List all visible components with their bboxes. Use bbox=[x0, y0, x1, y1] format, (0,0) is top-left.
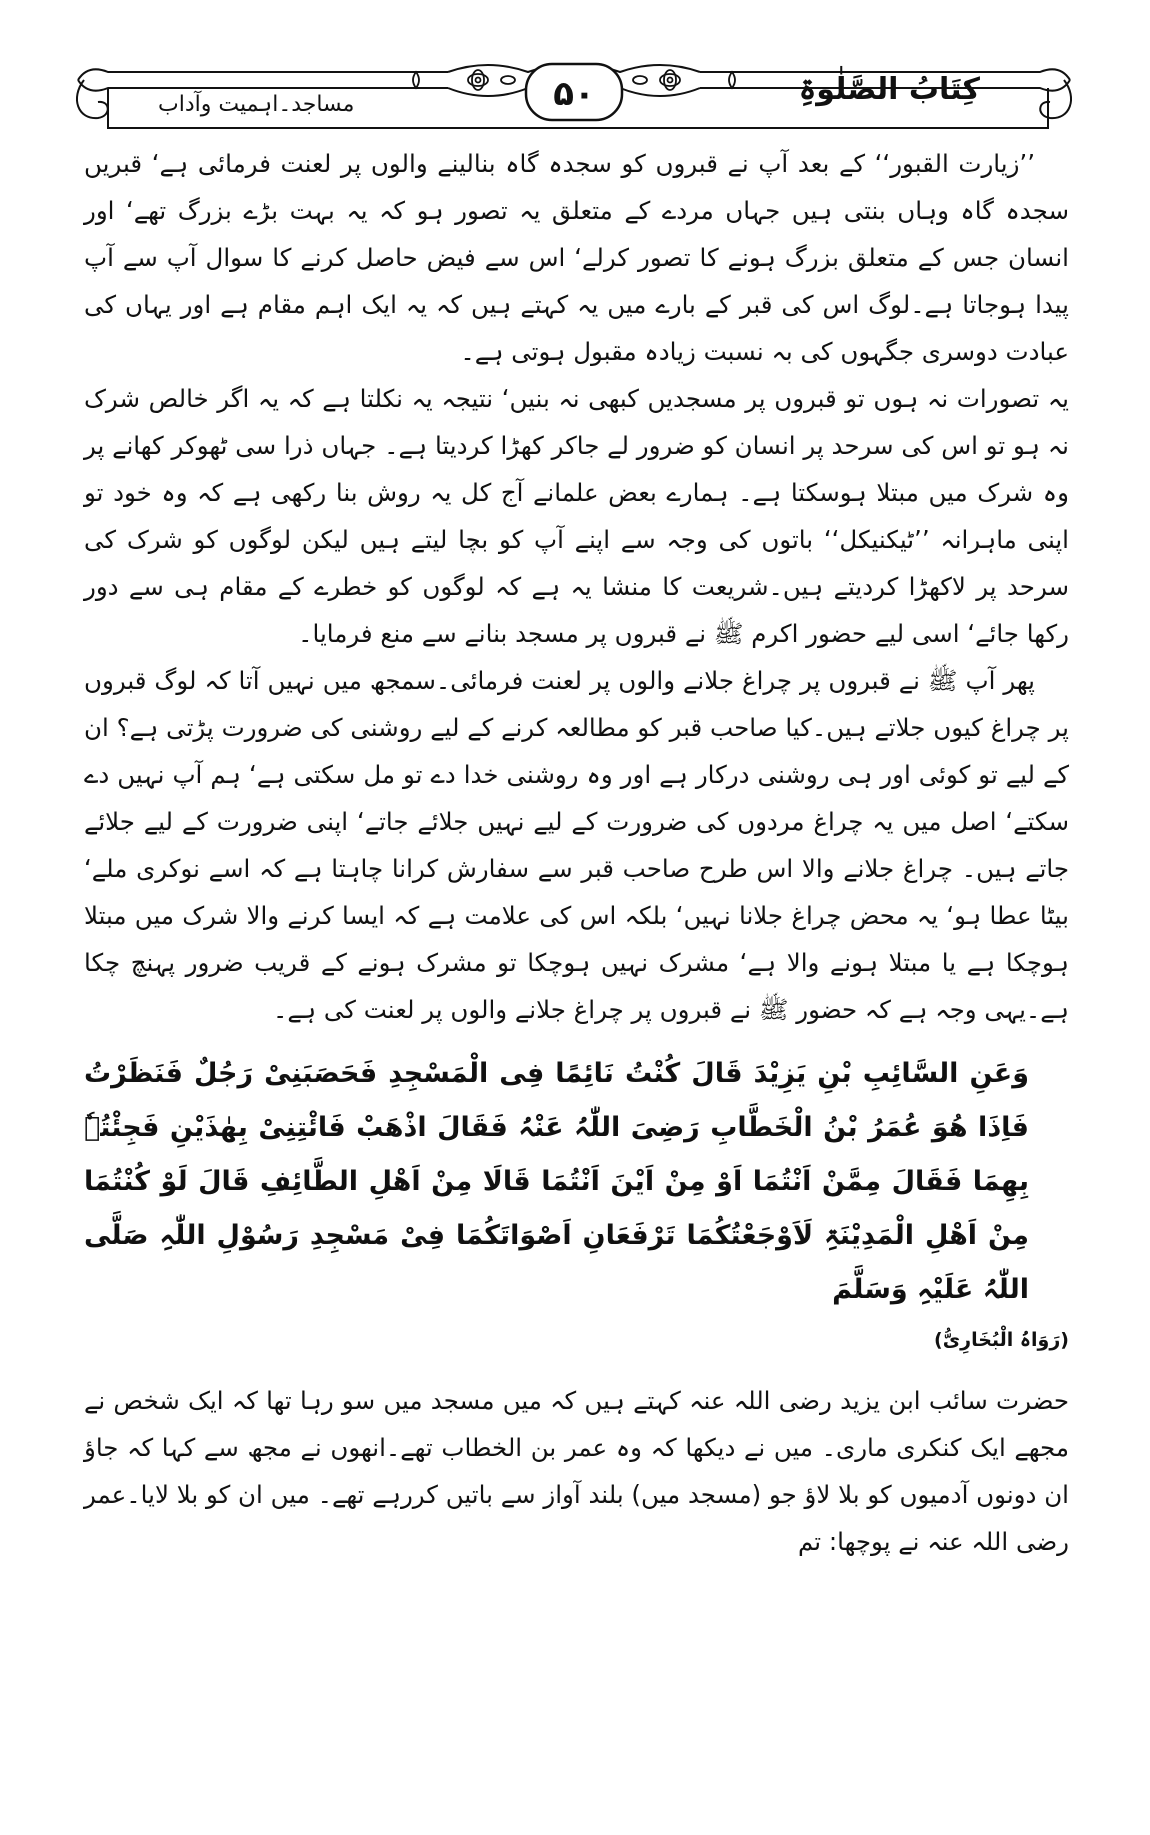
page-number: ۵۰ bbox=[553, 74, 595, 114]
paragraph-1: ’’زیارت القبور‘‘ کے بعد آپ نے قبروں کو سجدہ گاہ بنالینے والوں پر لعنت فرمائی ہے‘ قبریں سجدہ گاہ وہاں بنتی ہیں جہاں مردے کے متعلق یہ تصور ہو کہ یہ بہت بڑے بزرگ تھے‘ اور انسان جس کے متعلق بزرگ ہونے کا تصور کرلے‘ اس سے فیض حاصل کرنے کا سوال آپ سے آپ پیدا ہوجاتا ہے۔لوگ اس کی قبر کے بارے میں یہ کہتے ہیں کہ یہ ایک اہم مقام ہے اور یہاں کی عبادت دوسری جگہوں کی بہ نسبت زیادہ مقبول ہوتی ہے۔ bbox=[84, 149, 1069, 366]
page-header bbox=[68, 58, 1080, 138]
hadith-arabic-text: وَعَنِ السَّائِبِ بْنِ یَزِیْدَ قَالَ کُنْتُ نَائِمًا فِی الْمَسْجِدِ فَحَصَبَنِیْ رَجُلٌ فَنَظَرْتُ فَاِذَا ھُوَ عُمَرُ بْنُ الْخَطَّابِ رَضِیَ اللّٰہُ عَنْہُ فَقَالَ اذْھَبْ فَائْتِنِیْ بِھٰذَیْنِ فَجِئْتُہٗ بِھِمَا فَقَالَ مِمَّنْ اَنْتُمَا اَوْ مِنْ اَیْنَ اَنْتُمَا قَالَا مِنْ اَھْلِ الطَّائِفِ قَالَ لَوْ کُنْتُمَا مِنْ اَھْلِ الْمَدِیْنَۃِ لَاَوْجَعْتُکُمَا تَرْفَعَانِ اَصْوَاتَکُمَا فِیْ مَسْجِدِ رَسُوْلِ اللّٰہِ صَلَّی اللّٰہُ عَلَیْہِ وَسَلَّمَ bbox=[84, 1058, 1029, 1305]
chapter-title: مساجد۔اہمیت وآداب bbox=[158, 92, 355, 117]
paragraph-2: یہ تصورات نہ ہوں تو قبروں پر مسجدیں کبھی نہ بنیں‘ نتیجہ یہ نکلتا ہے کہ یہ اگر خالص شرک نہ ہو تو اس کی سرحد پر انسان کو ضرور لے جاکر کھڑا کردیتا ہے۔ جہاں ذرا سی ٹھوکر کھانے پر وہ شرک میں مبتلا ہوسکتا ہے۔ ہمارے بعض علمانے آج کل یہ روش بنا رکھی ہے کہ وہ خود تو اپنی ماہرانہ ’’ٹیکنیکل‘‘ باتوں کی وجہ سے اپنے آپ کو بچا لیتے ہیں لیکن لوگوں کو شرک کی سرحد پر لاکھڑا کردیتے ہیں۔شریعت کا منشا یہ ہے کہ لوگوں کو خطرے کے مقام ہی سے دور رکھا جائے‘ اسی لیے حضور اکرم ﷺ نے قبروں پر مسجد بنانے سے منع فرمایا۔ bbox=[84, 384, 1069, 648]
book-title: کِتَابُ الصَّلٰوۃِ bbox=[798, 72, 980, 107]
hadith-translation: حضرت سائب ابن یزید رضی اللہ عنہ کہتے ہیں کہ میں مسجد میں سو رہا تھا کہ ایک شخص نے مجھے ایک کنکری ماری۔ میں نے دیکھا کہ وہ عمر بن الخطاب تھے۔انھوں نے مجھ سے کہا کہ جاؤ ان دونوں آدمیوں کو بلا لاؤ جو (مسجد میں) بلند آواز سے باتیں کررہے تھے۔ میں ان کو بلا لایا۔عمر رضی اللہ عنہ نے پوچھا: تم bbox=[84, 1386, 1069, 1556]
paragraph-3: پھر آپ ﷺ نے قبروں پر چراغ جلانے والوں پر لعنت فرمائی۔سمجھ میں نہیں آتا کہ لوگ قبروں پر چراغ کیوں جلاتے ہیں۔کیا صاحب قبر کو مطالعہ کرنے کے لیے روشنی کی ضرورت پڑتی ہے؟ ان کے لیے تو کوئی اور ہی روشنی درکار ہے اور وہ روشنی خدا دے تو مل سکتی ہے‘ ہم آپ نہیں دے سکتے‘ اصل میں یہ چراغ مردوں کی ضرورت کے لیے نہیں جلائے جاتے‘ اپنی ضرورت کے لیے جلائے جاتے ہیں۔ چراغ جلانے والا اس طرح صاحب قبر سے سفارش کرانا چاہتا ہے کہ اسے نوکری ملے‘ بیٹا عطا ہو‘ یہ محض چراغ جلانا نہیں‘ بلکہ اس کی علامت ہے کہ ایسا کرنے والا شرک میں مبتلا ہوچکا ہے یا مبتلا ہونے والا ہے‘ مشرک نہیں ہوچکا تو مشرک ہونے کے قریب ضرور پہنچ چکا ہے۔یہی وجہ ہے کہ حضور ﷺ نے قبروں پر چراغ جلانے والوں پر لعنت کی ہے۔ bbox=[84, 666, 1069, 1024]
page-body bbox=[84, 140, 1069, 1565]
hadith-reference: (رَوَاہُ الْبُخَارِیُّ) bbox=[934, 1329, 1069, 1351]
